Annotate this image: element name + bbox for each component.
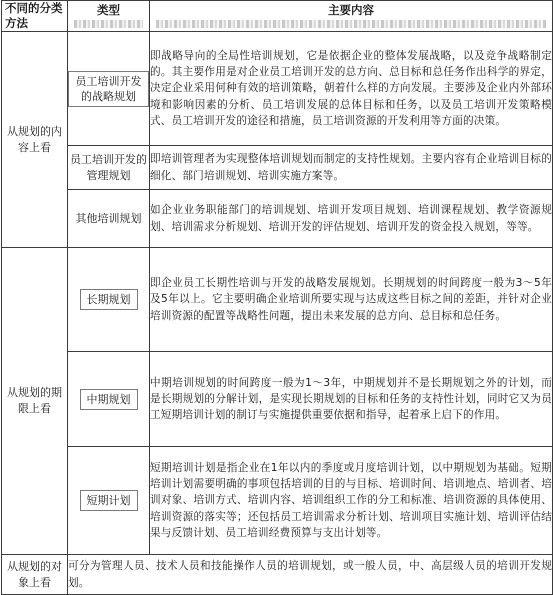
table-row	[2, 248, 553, 352]
header-content	[150, 1, 553, 32]
content-text: 短期培训计划是指企业在1年以内的季度或月度培训计划，以中期规划为基础。短期培训计划需要明确的事项包括培训的目的与目标、培训时间、培训地点、培训者、培训对象、培训方式、培训内容、培训组织工作的分工和标准、培训资源的具体使用、培训资源的落实等；还包括员工培训需求分析计划、培训项目实施计划、培训评估结果与反馈计划、员工培训经费预算与支出计划等。	[150, 461, 552, 539]
type-cell	[68, 248, 150, 352]
table-row	[2, 447, 553, 555]
content-cell	[150, 32, 553, 146]
table-row	[2, 352, 553, 447]
header-category: 不同的分类方法	[2, 1, 68, 32]
type-label: 长期规划	[80, 289, 138, 310]
header-content-label: 主要内容	[328, 3, 374, 17]
content-text: 可分为管理人员、技术人员和技能操作人员的培训规划，或一般人员，中、高层级人员的培训开发规划。	[68, 560, 552, 589]
type-label: 中期规划	[80, 389, 138, 410]
table-row	[2, 555, 553, 595]
header-type-label: 类型	[97, 3, 120, 17]
type-cell	[68, 190, 150, 248]
content-cell	[150, 146, 553, 190]
header-type	[68, 1, 150, 32]
table-row	[2, 146, 553, 190]
table-header-row	[2, 1, 553, 32]
table-row	[2, 190, 553, 248]
content-text: 中期培训规划的时间跨度一般为1～3年，中期规划并不是长期规划之外的计划，而是长期规划的分解计划，是实现长期规划的目标和任务的支持性计划，同时它又为员工短期培训计划的制订与实施提供重要依据和指导，起着承上启下的作用。	[150, 376, 552, 422]
content-text: 即培训管理者为实现整体培训规划而制定的支持性规划。主要内容有企业培训目标的细化、部门培训规划、培训实施方案等。	[150, 153, 552, 182]
content-cell	[150, 447, 553, 555]
type-label: 员工培训开发的战略规划	[68, 71, 149, 107]
type-cell	[68, 146, 150, 190]
training-plan-classification-table	[1, 0, 553, 595]
type-cell	[68, 447, 150, 555]
content-cell	[68, 555, 553, 595]
category-cell-content: 从规划的内容上看	[2, 32, 68, 248]
content-cell	[150, 352, 553, 447]
type-label: 员工培训开发的管理规划	[70, 152, 147, 182]
type-label: 其他培训规划	[75, 211, 142, 225]
content-cell	[150, 248, 553, 352]
content-text: 如企业业务职能部门的培训规划、培训开发项目规划、培训课程规划、教学资源规划、培训需求分析规划、培训开发的评估规划、培训开发的资金投入规划，等等。	[150, 204, 552, 233]
content-cell	[150, 190, 553, 248]
header-scan-artifact	[156, 20, 546, 28]
content-text: 即企业员工长期性培训与开发的战略发展规划。长期规划的时间跨度一般为3～5年及5年以上。它主要明确企业培训所要实现与达成这些目标之间的差距，并针对企业培训资源的配置等战略性问题，提出未来发展的总方向、总目标和总任务。	[150, 277, 552, 322]
type-label: 短期计划	[80, 490, 138, 511]
category-cell-target: 从规划的对象上看	[2, 555, 68, 595]
content-text: 即战略导向的全局性培训规划，它是依据企业的整体发展战略，以及竞争战略制定的。其主要作用是对企业员工培训开发的总方向、总目标和总任务作出科学的界定，决定企业采用何种有效的培训策略，朝着什么样的方向发展。主要涉及企业内外部环境和影响因素的分析、员工培训发展的总体目标和任务，以及员工培训开发策略模式、员工培训开发的途径和措施，员工培训资源的开发利用等方面的决策。	[150, 49, 552, 127]
type-cell	[68, 32, 150, 146]
table-row	[2, 32, 553, 146]
type-cell	[68, 352, 150, 447]
category-cell-period: 从规划的期限上看	[2, 248, 68, 555]
header-scan-artifact	[74, 20, 143, 28]
